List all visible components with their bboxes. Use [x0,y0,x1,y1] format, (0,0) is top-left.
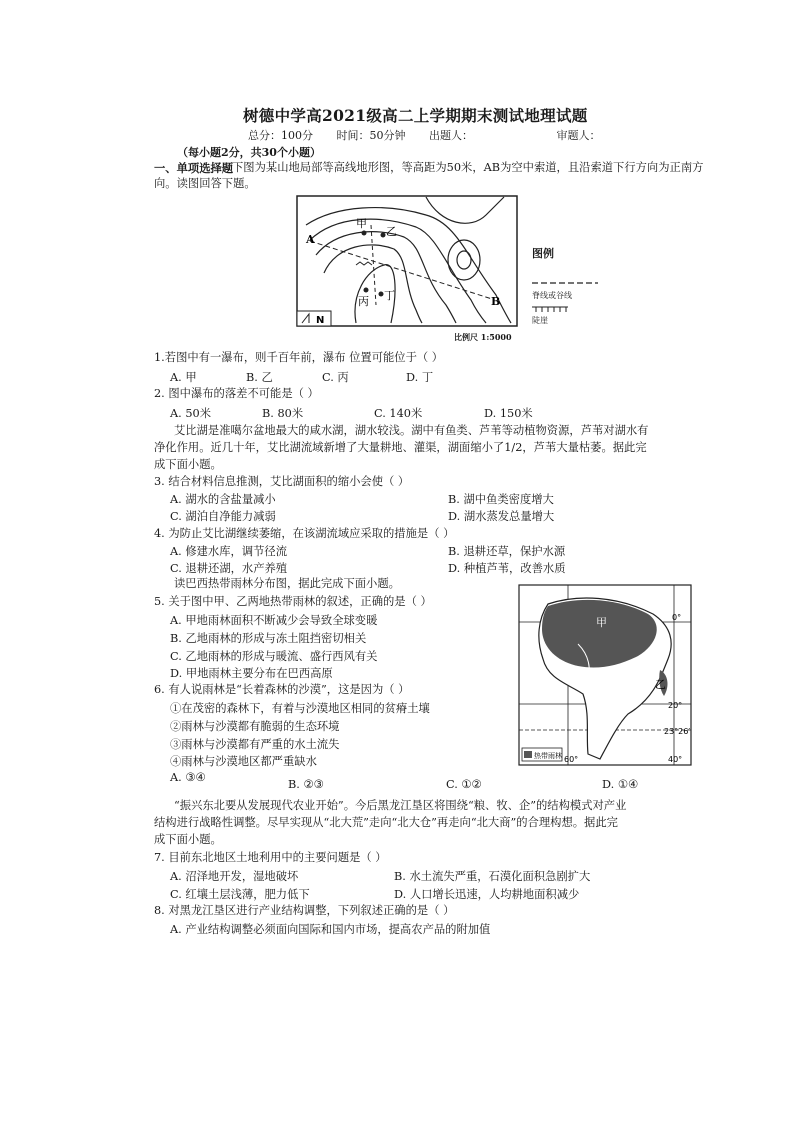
label-a: A [306,233,315,246]
q2-option-b[interactable]: B. 80米 [262,407,304,420]
q1-stem: 1.若图中有一瀑布，则千百年前，瀑布 位置可能位于（ ） [154,351,444,364]
q7-stem: 7. 目前东北地区土地利用中的主要问题是（ ） [154,851,387,864]
reviewer: 审题人： [556,129,601,142]
q2-option-a[interactable]: A. 50米 [170,407,212,420]
q6-item-2: ②雨林与沙漠都有脆弱的生态环境 [170,720,340,733]
q8-stem: 8. 对黑龙江垦区进行产业结构调整，下列叙述正确的是（ ） [154,904,455,917]
q1-option-b[interactable]: B. 乙 [246,371,273,384]
q3-option-b[interactable]: B. 湖中鱼类密度增大 [448,493,554,506]
q3-option-d[interactable]: D. 湖水蒸发总量增大 [448,510,555,523]
map2-label-yi: 乙 [655,678,666,691]
exam-title: 树德中学高2021级高二上学期期末测试地理试题 [243,106,588,125]
passage2-line-3: 成下面小题。 [154,458,222,471]
total-score: 总分：100分 [248,129,313,142]
q6-option-c[interactable]: C. ①② [446,778,482,791]
contour-map [296,195,518,327]
exam-meta [248,127,621,143]
lat-0-label: 0° [672,613,682,622]
cliff-icon [532,304,572,314]
q2-stem: 2. 图中瀑布的落差不可能是（ ） [154,387,319,400]
q4-option-a[interactable]: A. 修建水库，调节径流 [170,545,288,558]
passage2-line-1: 艾比湖是准噶尔盆地最大的咸水湖，湖水较浅。湖中有鱼类、芦苇等动植物资源，芦苇对湖水有 [174,424,649,437]
intro-line-1: 下图为某山地局部等高线地形图，等高距为50米，AB为空中索道，且沿索道下行方向为正南方 [232,161,704,174]
label-b: B [491,295,501,308]
q6-stem: 6. 有人说雨林是“长着森林的沙漠”，这是因为（ ） [154,683,410,696]
q4-stem: 4. 为防止艾比湖继续萎缩，在该湖流域应采取的措施是（ ） [154,527,455,540]
map1-legend-title: 图例 [532,247,554,260]
section-heading: 一、单项选择题 [154,161,234,175]
q6-item-4: ④雨林与沙漠地区都严重缺水 [170,755,317,768]
q7-option-b[interactable]: B. 水土流失严重，石漠化面积急剧扩大 [394,870,591,883]
passage2-line-2: 净化作用。近几十年，艾比湖流域新增了大量耕地、灌渠，湖面缩小了1/2，芦苇大量枯萎。据此完 [154,441,647,454]
section-note: （每小题2分，共30个小题） [177,146,321,159]
map1-scale: 比例尺 1:5000 [454,332,512,342]
map2-label-jia: 甲 [596,616,607,629]
point-bing [364,288,369,293]
label-ding: 丁 [384,289,395,302]
point-jia [362,231,367,236]
ridge-line-icon [532,278,602,288]
label-bing: 丙 [358,295,369,308]
label-jia: 甲 [356,217,367,230]
map2-legend: 热带雨林 [534,752,562,760]
q3-stem: 3. 结合材料信息推测，艾比湖面积的缩小会使（ ） [154,475,410,488]
q5-option-b[interactable]: B. 乙地雨林的形成与冻土阻挡密切相关 [170,632,367,645]
point-ding [379,292,384,297]
q7-option-a[interactable]: A. 沼泽地开发，湿地破坏 [170,870,299,883]
lon-40-label: 40° [668,755,683,764]
setter: 出题人： [429,129,473,142]
q7-option-d[interactable]: D. 人口增长迅速，人均耕地面积减少 [394,888,580,901]
label-north: N [316,315,325,326]
label-yi: 乙 [386,225,397,238]
q5-option-a[interactable]: A. 甲地雨林面积不断减少会导致全球变暖 [170,614,378,627]
q7-option-c[interactable]: C. 红壤土层浅薄，肥力低下 [170,888,310,901]
q2-option-c[interactable]: C. 140米 [374,407,423,420]
legend-cliff: 陡崖 [532,316,548,325]
q2-option-d[interactable]: D. 150米 [484,407,533,420]
lon-60-label: 60° [564,755,579,764]
q3-option-c[interactable]: C. 湖泊自净能力减弱 [170,510,276,523]
q4-option-b[interactable]: B. 退耕还草，保护水源 [448,545,566,558]
q3-option-a[interactable]: A. 湖水的含盐量减小 [170,493,276,506]
lat-20-label: 20° [668,701,683,710]
q1-option-c[interactable]: C. 丙 [322,371,349,384]
rainforest-legend-icon [524,751,532,758]
passage4-line-3: 成下面小题。 [154,833,222,846]
q4-option-c[interactable]: C. 退耕还湖，水产养殖 [170,562,288,575]
q4-option-d[interactable]: D. 种植芦苇，改善水质 [448,562,566,575]
brazil-rainforest-map [518,584,692,766]
passage4-line-1: “振兴东北要从发展现代农业开始”。今后黑龙江垦区将围绕“粮、牧、企”的结构模式对产业 [174,799,627,812]
bleed-through [620,104,623,114]
q6-option-a[interactable]: A. ③④ [170,771,206,784]
q6-item-3: ③雨林与沙漠都有严重的水土流失 [170,738,340,751]
q8-option-a[interactable]: A. 产业结构调整必须面向国际和国内市场，提高农产品的附加值 [170,923,491,936]
point-yi [381,233,386,238]
q1-option-d[interactable]: D. 丁 [406,371,434,384]
q6-option-b[interactable]: B. ②③ [288,778,324,791]
q6-option-d[interactable]: D. ①④ [602,778,639,791]
q5-option-d[interactable]: D. 甲地雨林主要分布在巴西高原 [170,667,333,680]
intro-line-2: 向。读图回答下题。 [154,177,256,190]
passage4-line-2: 结构进行战略性调整。尽早实现从“北大荒”走向“北大仓”再走向“北大商”的合理构想。据此完 [154,816,618,829]
exam-time: 时间：50分钟 [336,129,406,142]
q1-option-a[interactable]: A. 甲 [170,371,197,384]
q5-option-c[interactable]: C. 乙地雨林的形成与暖流、盛行西风有关 [170,650,378,663]
q6-item-1: ①在茂密的森林下，有着与沙漠地区相同的贫瘠土壤 [170,702,430,715]
lat-2326-label: 23°26′ [664,727,691,736]
q5-stem: 5. 关于图中甲、乙两地热带雨林的叙述，正确的是（ ） [154,595,432,608]
passage3-line-1: 读巴西热带雨林分布图，据此完成下面小题。 [174,577,400,590]
legend-ridge: 脊线或谷线 [532,291,572,300]
